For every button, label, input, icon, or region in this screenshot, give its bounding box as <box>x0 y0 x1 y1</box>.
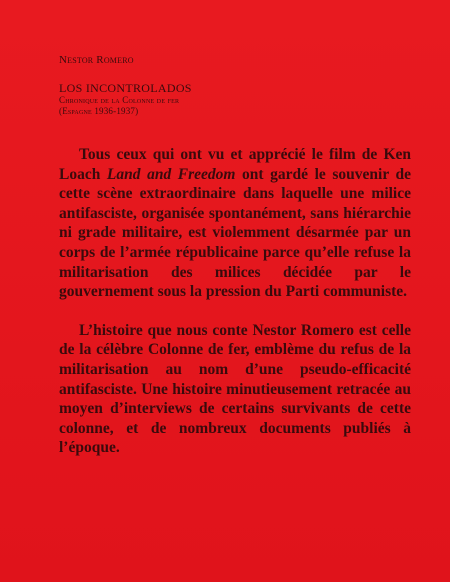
book-dates: (Espagne 1936-1937) <box>59 106 139 116</box>
blurb <box>59 145 411 458</box>
blurb-paragraph-2: L’histoire que nous conte Nestor Romero est celle de la célèbre Colonne de fer, emblème du refus de la militarisation au nom d’une pseudo-efficacité antifasciste. Une histoire minutieusement retracée au moyen d’interviews de certains survivants de cette colonne, et de nombreux documents publiés à l’époque. <box>59 321 411 457</box>
author-name: Nestor Romero <box>59 54 134 66</box>
book-title: LOS INCONTROLADOS <box>59 81 192 95</box>
book-subtitle: Chronique de la Colonne de fer <box>59 95 180 105</box>
film-title: Land and Freedom <box>106 165 236 183</box>
header <box>59 54 399 117</box>
blurb-paragraph-1 <box>59 145 411 302</box>
title-block <box>59 82 399 117</box>
blurb-p1-end: ont gardé le souvenir de cette scène extraordinaire dans laquelle une milice antifasciste, organisée spontanément, sans hiérarchie ni grade militaire, est violemment désarmée par un corps de l’armée républicaine parce qu’elle refuse la militarisation des milices décidée par le gouvernement sous la pression du Parti communiste. <box>59 165 411 301</box>
blurb-p1-start: Tous ceux qui ont vu et apprécié le film de Ken Loach <box>59 146 411 183</box>
